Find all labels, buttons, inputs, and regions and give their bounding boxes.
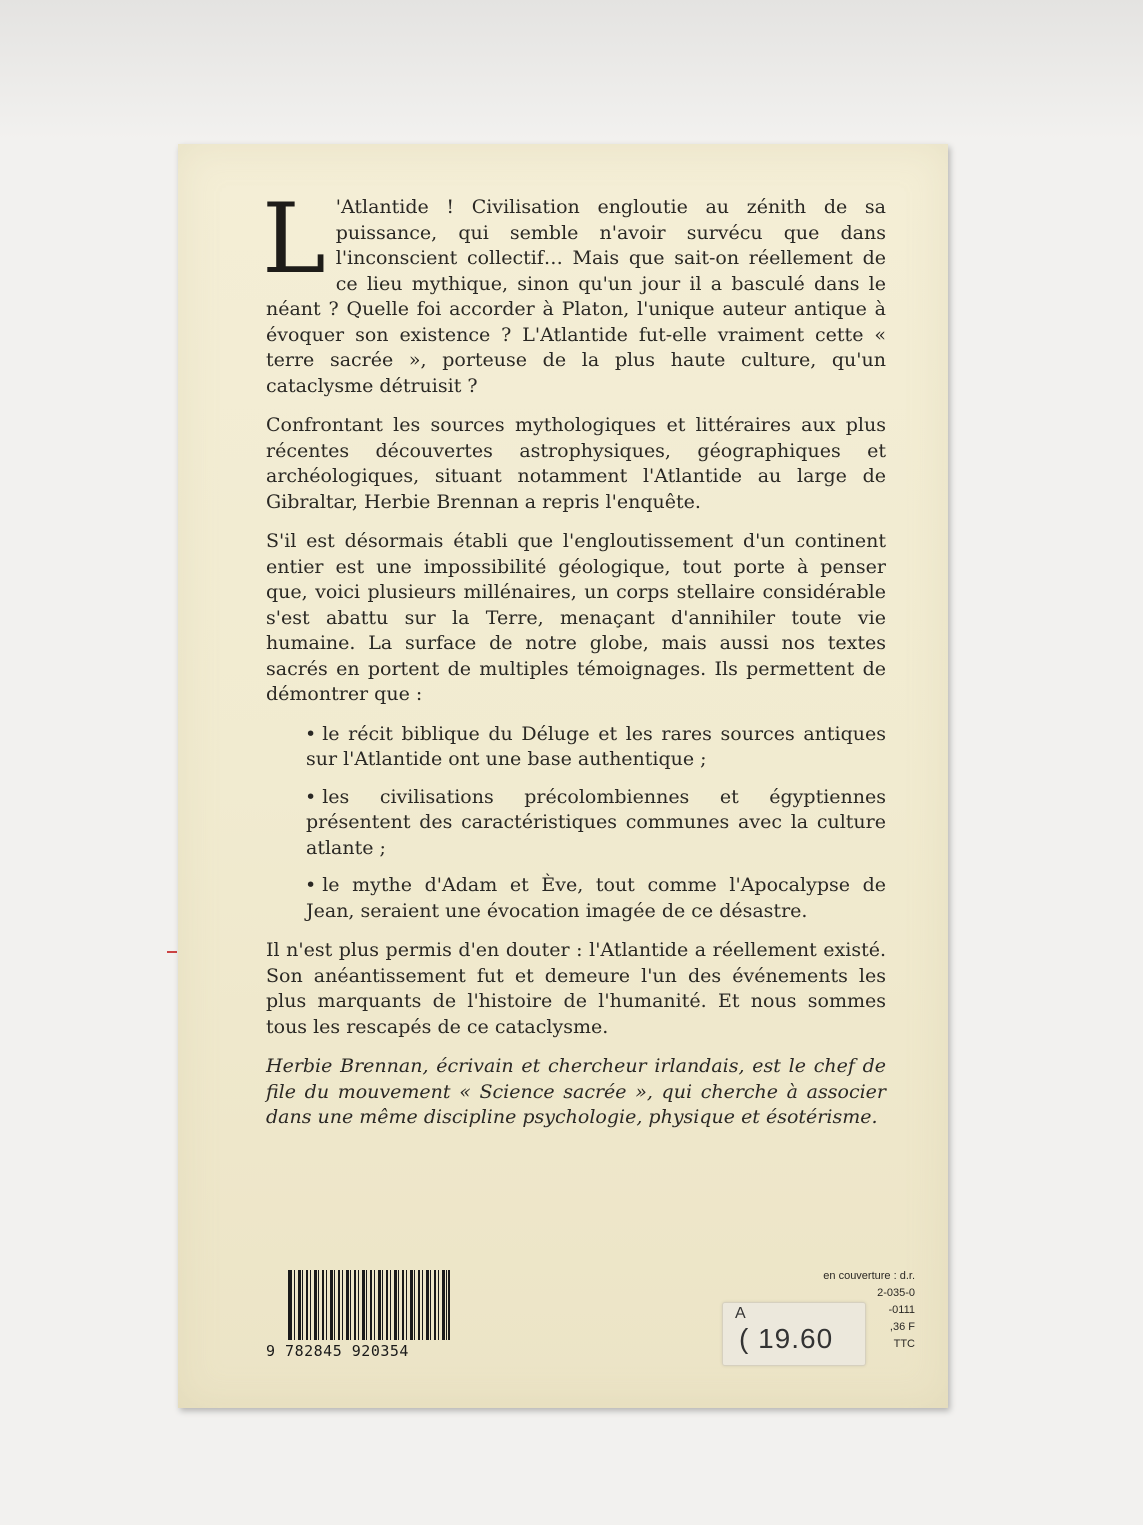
price-sticker	[722, 1302, 866, 1366]
blurb-text	[262, 183, 886, 1145]
bullet-icon: •	[305, 722, 317, 745]
bullet-icon: •	[305, 874, 317, 896]
author-note: Herbie Brennan, écrivain et chercheur irlandais, est le chef de file du mouvement « Science sacrée », qui cherche à associer dans une même discipline psychologie, physique et ésotérisme.	[266, 1055, 886, 1128]
credit-line: -0111	[888, 1304, 915, 1316]
credit-line: 2-035-0	[877, 1287, 915, 1299]
intro-paragraph	[262, 183, 886, 399]
credit-line: en couverture : d.r.	[823, 1270, 915, 1282]
drop-cap: L	[262, 183, 326, 295]
claims-list	[266, 722, 886, 925]
list-item: • les civilisations précolombiennes et égyptiennes présentent des caractéristiques communes avec la culture atlante ;	[305, 785, 886, 859]
isbn-barcode	[266, 1270, 448, 1366]
credit-line: ,36 F	[889, 1321, 915, 1333]
credit-line: TTC	[893, 1338, 915, 1350]
intro-text: 'Atlantide ! Civilisation engloutie au zénith de sa puissance, qui semble n'avoir survécu que dans l'inconscient collectif… Mais que sait-on réellement de ce lieu mythique, sinon qu'un jour il a basculé dans le néant ? Quelle foi accorder à Platon, l'unique auteur antique à évoquer son existence ? L'Atlantide fut-elle vraiment cette « terre sacrée », porteuse de la plus haute culture, qu'un cataclysme détruisit ?	[266, 196, 886, 397]
sticker-code: A	[735, 1305, 746, 1322]
barcode-digits: 9 782845 920354	[266, 1342, 409, 1360]
list-item: • le mythe d'Adam et Ève, tout comme l'Apocalypse de Jean, seraient une évocation imagée de ce désastre.	[305, 874, 886, 922]
paragraph-3: S'il est désormais établi que l'engloutissement d'un continent entier est une impossibilité géologique, tout porte à penser que, voici plusieurs millénaires, un corps stellaire considérable s'est abattu sur la Terre, menaçant d'annihiler toute vie humaine. La surface de notre globe, mais aussi nos textes sacrés en portent de multiples témoignages. Ils permettent de démontrer que :	[266, 530, 886, 705]
sticker-price: ( 19.60	[739, 1323, 834, 1354]
paragraph-4: Il n'est plus permis d'en douter : l'Atlantide a réellement existé. Son anéantissement fut et demeure l'un des événements les plus marquants de l'histoire de l'humanité. Et nous sommes tous les rescapés de ce cataclysme.	[266, 939, 886, 1038]
paragraph-2: Confrontant les sources mythologiques et littéraires aux plus récentes découvertes astrophysiques, géographiques et archéologiques, situant notamment l'Atlantide au large de Gibraltar, Herbie Brennan a repris l'enquête.	[266, 414, 886, 513]
barcode-bars	[288, 1270, 450, 1340]
red-edge-mark	[167, 951, 177, 953]
bullet-icon: •	[305, 785, 317, 808]
list-item: • le récit biblique du Déluge et les rares sources antiques sur l'Atlantide ont une base authentique ;	[305, 722, 886, 770]
background-wall	[0, 0, 1143, 140]
